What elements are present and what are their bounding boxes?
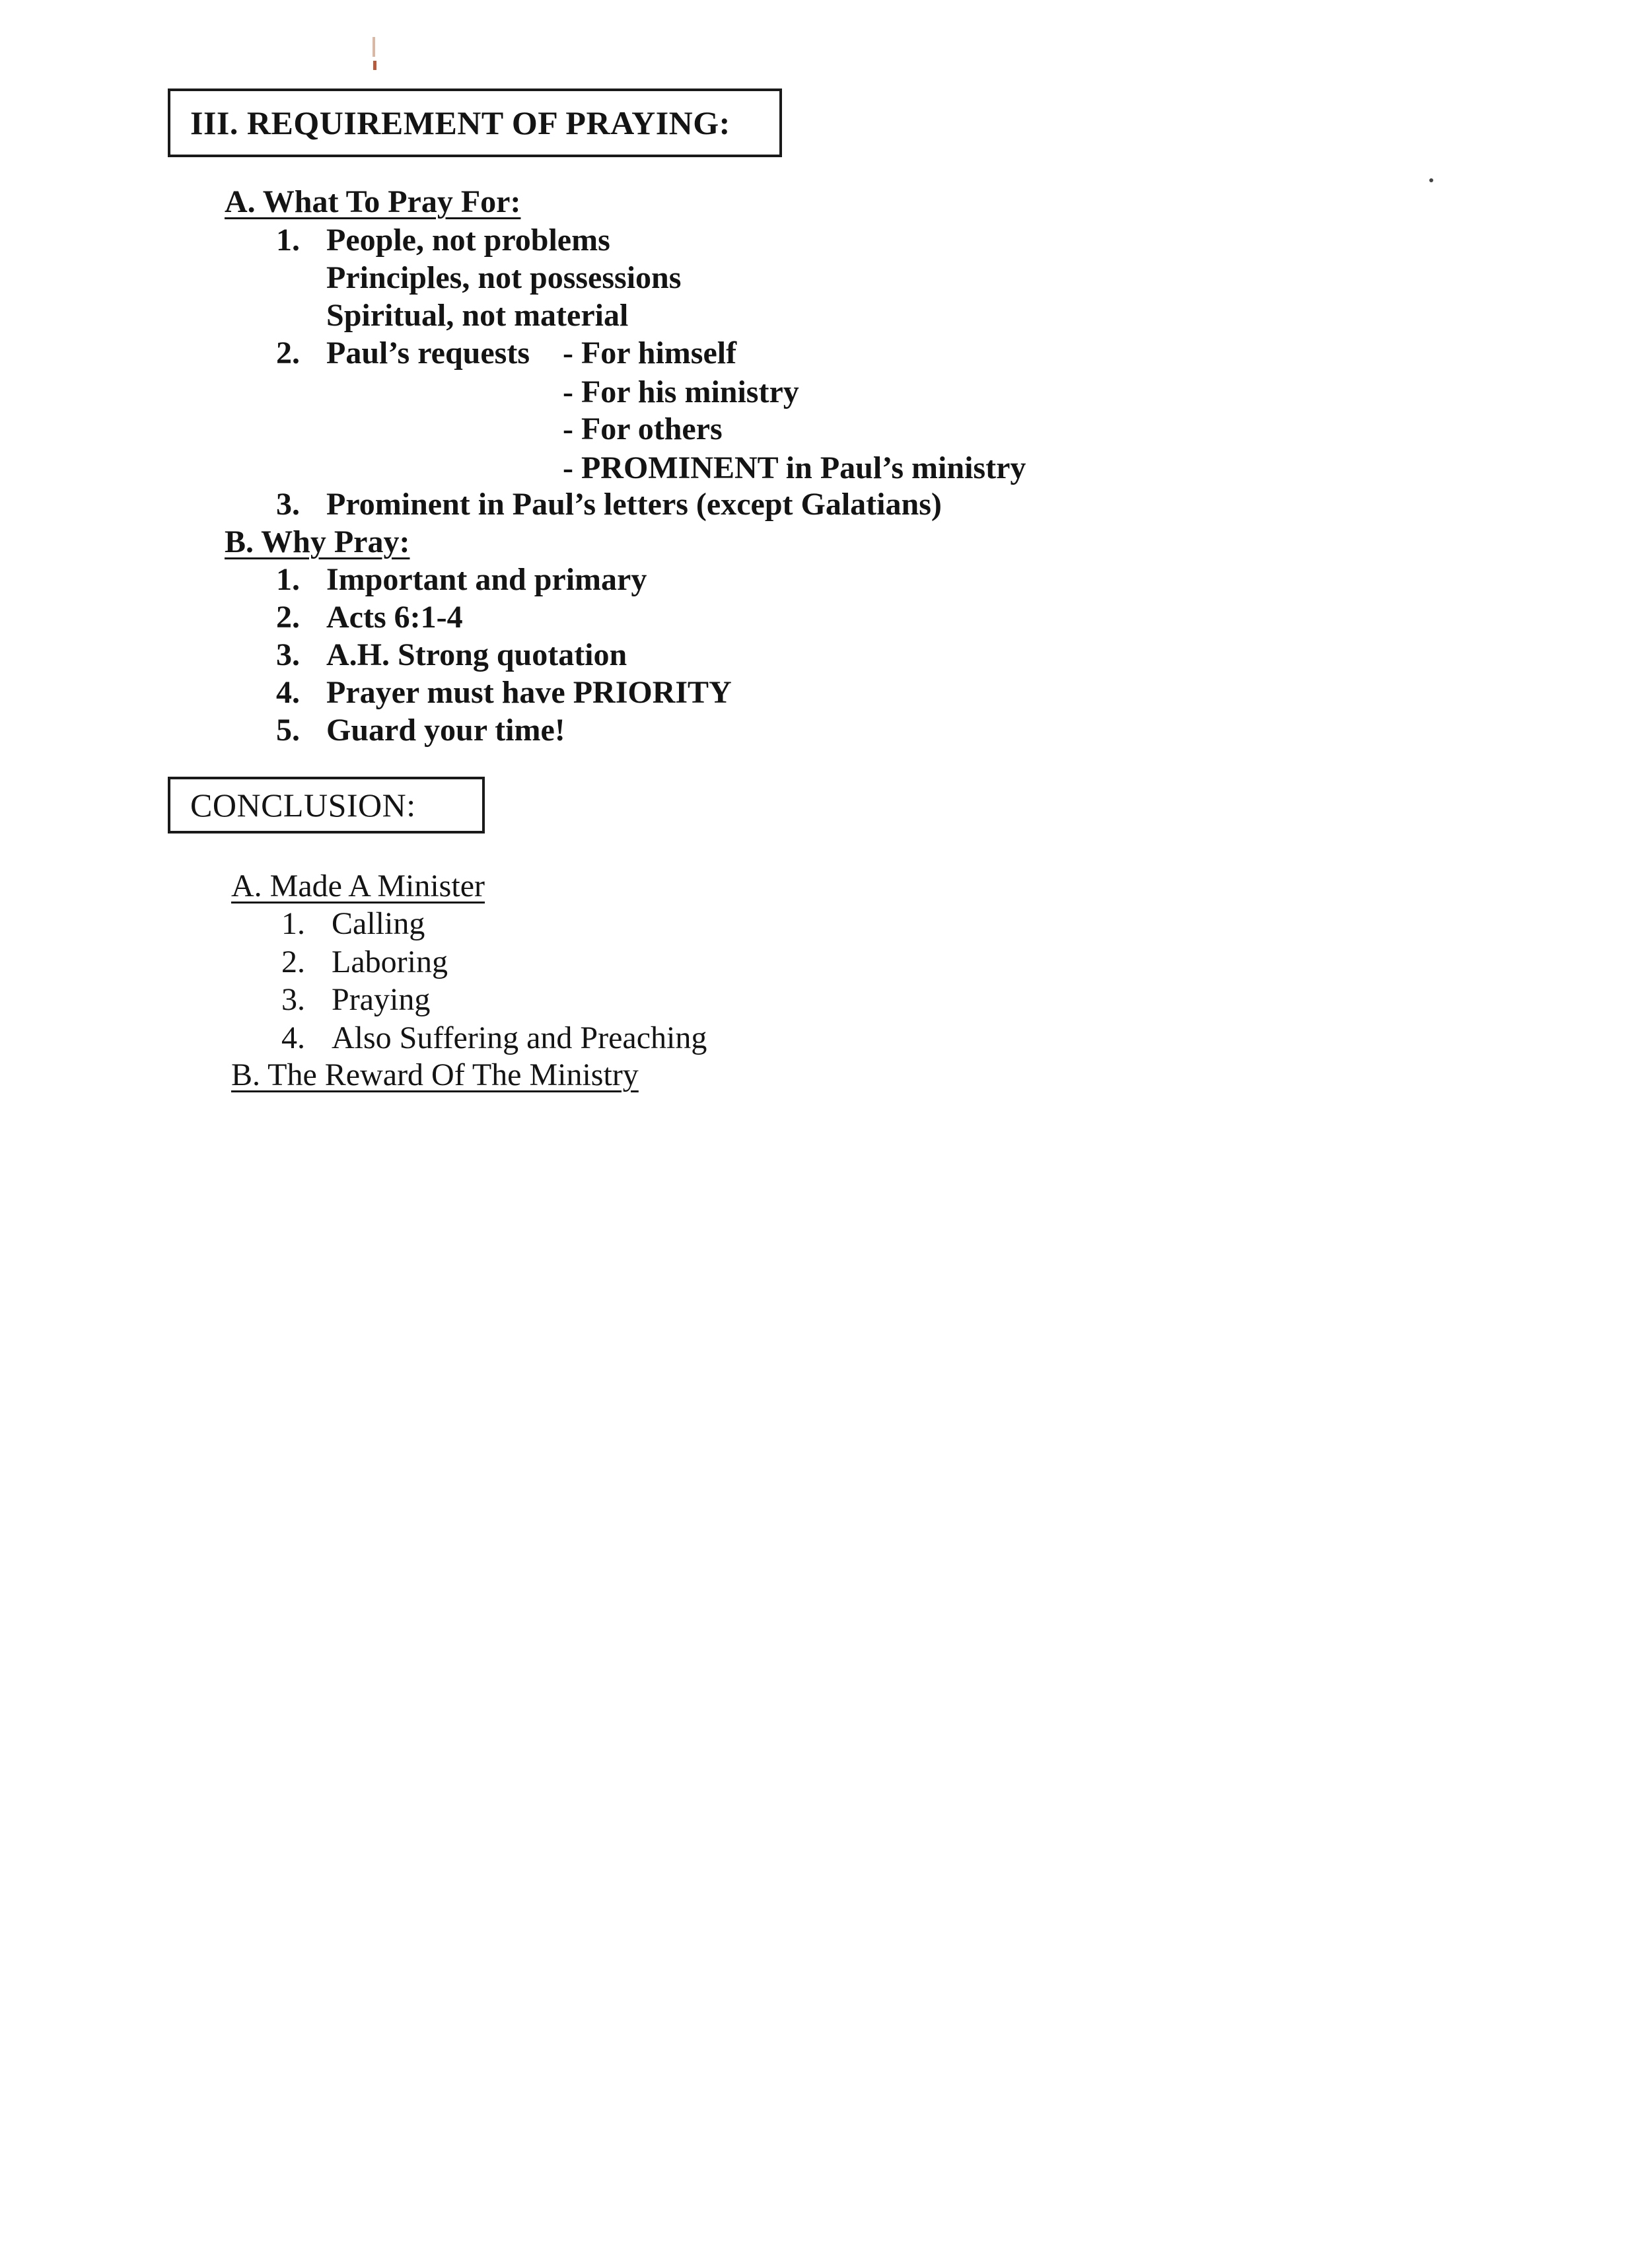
item-number: 2. bbox=[281, 944, 305, 979]
item-text: Calling bbox=[332, 906, 425, 941]
section-3-title-box bbox=[168, 89, 782, 157]
item-text: Prominent in Paul’s letters (except Galatians) bbox=[326, 487, 942, 522]
item-text: Praying bbox=[332, 982, 431, 1017]
item-number: 1. bbox=[276, 562, 300, 597]
stain-mark bbox=[373, 61, 376, 70]
request-item: - For himself bbox=[563, 336, 737, 371]
list-item bbox=[276, 676, 732, 710]
item-text: Also Suffering and Preaching bbox=[332, 1020, 707, 1055]
list-item bbox=[276, 638, 627, 672]
item-text: Important and primary bbox=[326, 562, 647, 597]
list-item bbox=[281, 945, 448, 979]
item-text: Paul’s requests bbox=[326, 336, 530, 371]
item-number: 3. bbox=[281, 982, 305, 1017]
item-number: 3. bbox=[276, 487, 300, 522]
request-item: - For others bbox=[563, 411, 723, 446]
speck bbox=[1429, 178, 1433, 182]
list-item bbox=[281, 1021, 707, 1055]
heading-text: A. Made A Minister bbox=[231, 868, 485, 904]
heading-text: B. Why Pray: bbox=[225, 524, 410, 559]
list-item bbox=[276, 223, 610, 258]
item-text: Acts 6:1-4 bbox=[326, 600, 463, 635]
section-3-title: III. REQUIREMENT OF PRAYING: bbox=[190, 104, 730, 141]
item-number: 1. bbox=[276, 223, 300, 258]
list-item bbox=[276, 600, 463, 635]
item-number: 4. bbox=[276, 675, 300, 710]
request-item: - PROMINENT in Paul’s ministry bbox=[563, 450, 1026, 485]
list-item bbox=[281, 983, 430, 1017]
section-3-b-heading bbox=[225, 525, 410, 559]
list-item bbox=[276, 713, 565, 748]
conclusion-a-heading bbox=[231, 869, 485, 904]
item-number: 3. bbox=[276, 637, 300, 672]
item-text: Prayer must have PRIORITY bbox=[326, 675, 732, 710]
conclusion-b-heading bbox=[231, 1058, 639, 1092]
stain-mark bbox=[373, 37, 375, 57]
list-item bbox=[276, 299, 628, 333]
heading-text: B. The Reward Of The Ministry bbox=[231, 1057, 639, 1092]
item-text: Laboring bbox=[332, 944, 448, 979]
item-number: 2. bbox=[276, 336, 300, 371]
item-text: Spiritual, not material bbox=[326, 298, 629, 333]
item-text: People, not problems bbox=[326, 223, 610, 258]
request-item: - For his ministry bbox=[563, 374, 799, 409]
heading-text: A. What To Pray For: bbox=[225, 184, 521, 219]
section-3-a-heading bbox=[225, 185, 520, 219]
item-number: 1. bbox=[281, 906, 305, 941]
list-item bbox=[276, 261, 681, 295]
item-number: 5. bbox=[276, 713, 300, 748]
list-item bbox=[276, 487, 942, 522]
item-number: 2. bbox=[276, 600, 300, 635]
conclusion-title: CONCLUSION: bbox=[190, 787, 416, 824]
list-item bbox=[276, 563, 647, 597]
item-text: Guard your time! bbox=[326, 713, 565, 748]
conclusion-title-box bbox=[168, 777, 485, 833]
item-number: 4. bbox=[281, 1020, 305, 1055]
list-item bbox=[276, 336, 530, 371]
item-text: Principles, not possessions bbox=[326, 260, 682, 295]
item-text: A.H. Strong quotation bbox=[326, 637, 627, 672]
list-item bbox=[281, 907, 425, 941]
